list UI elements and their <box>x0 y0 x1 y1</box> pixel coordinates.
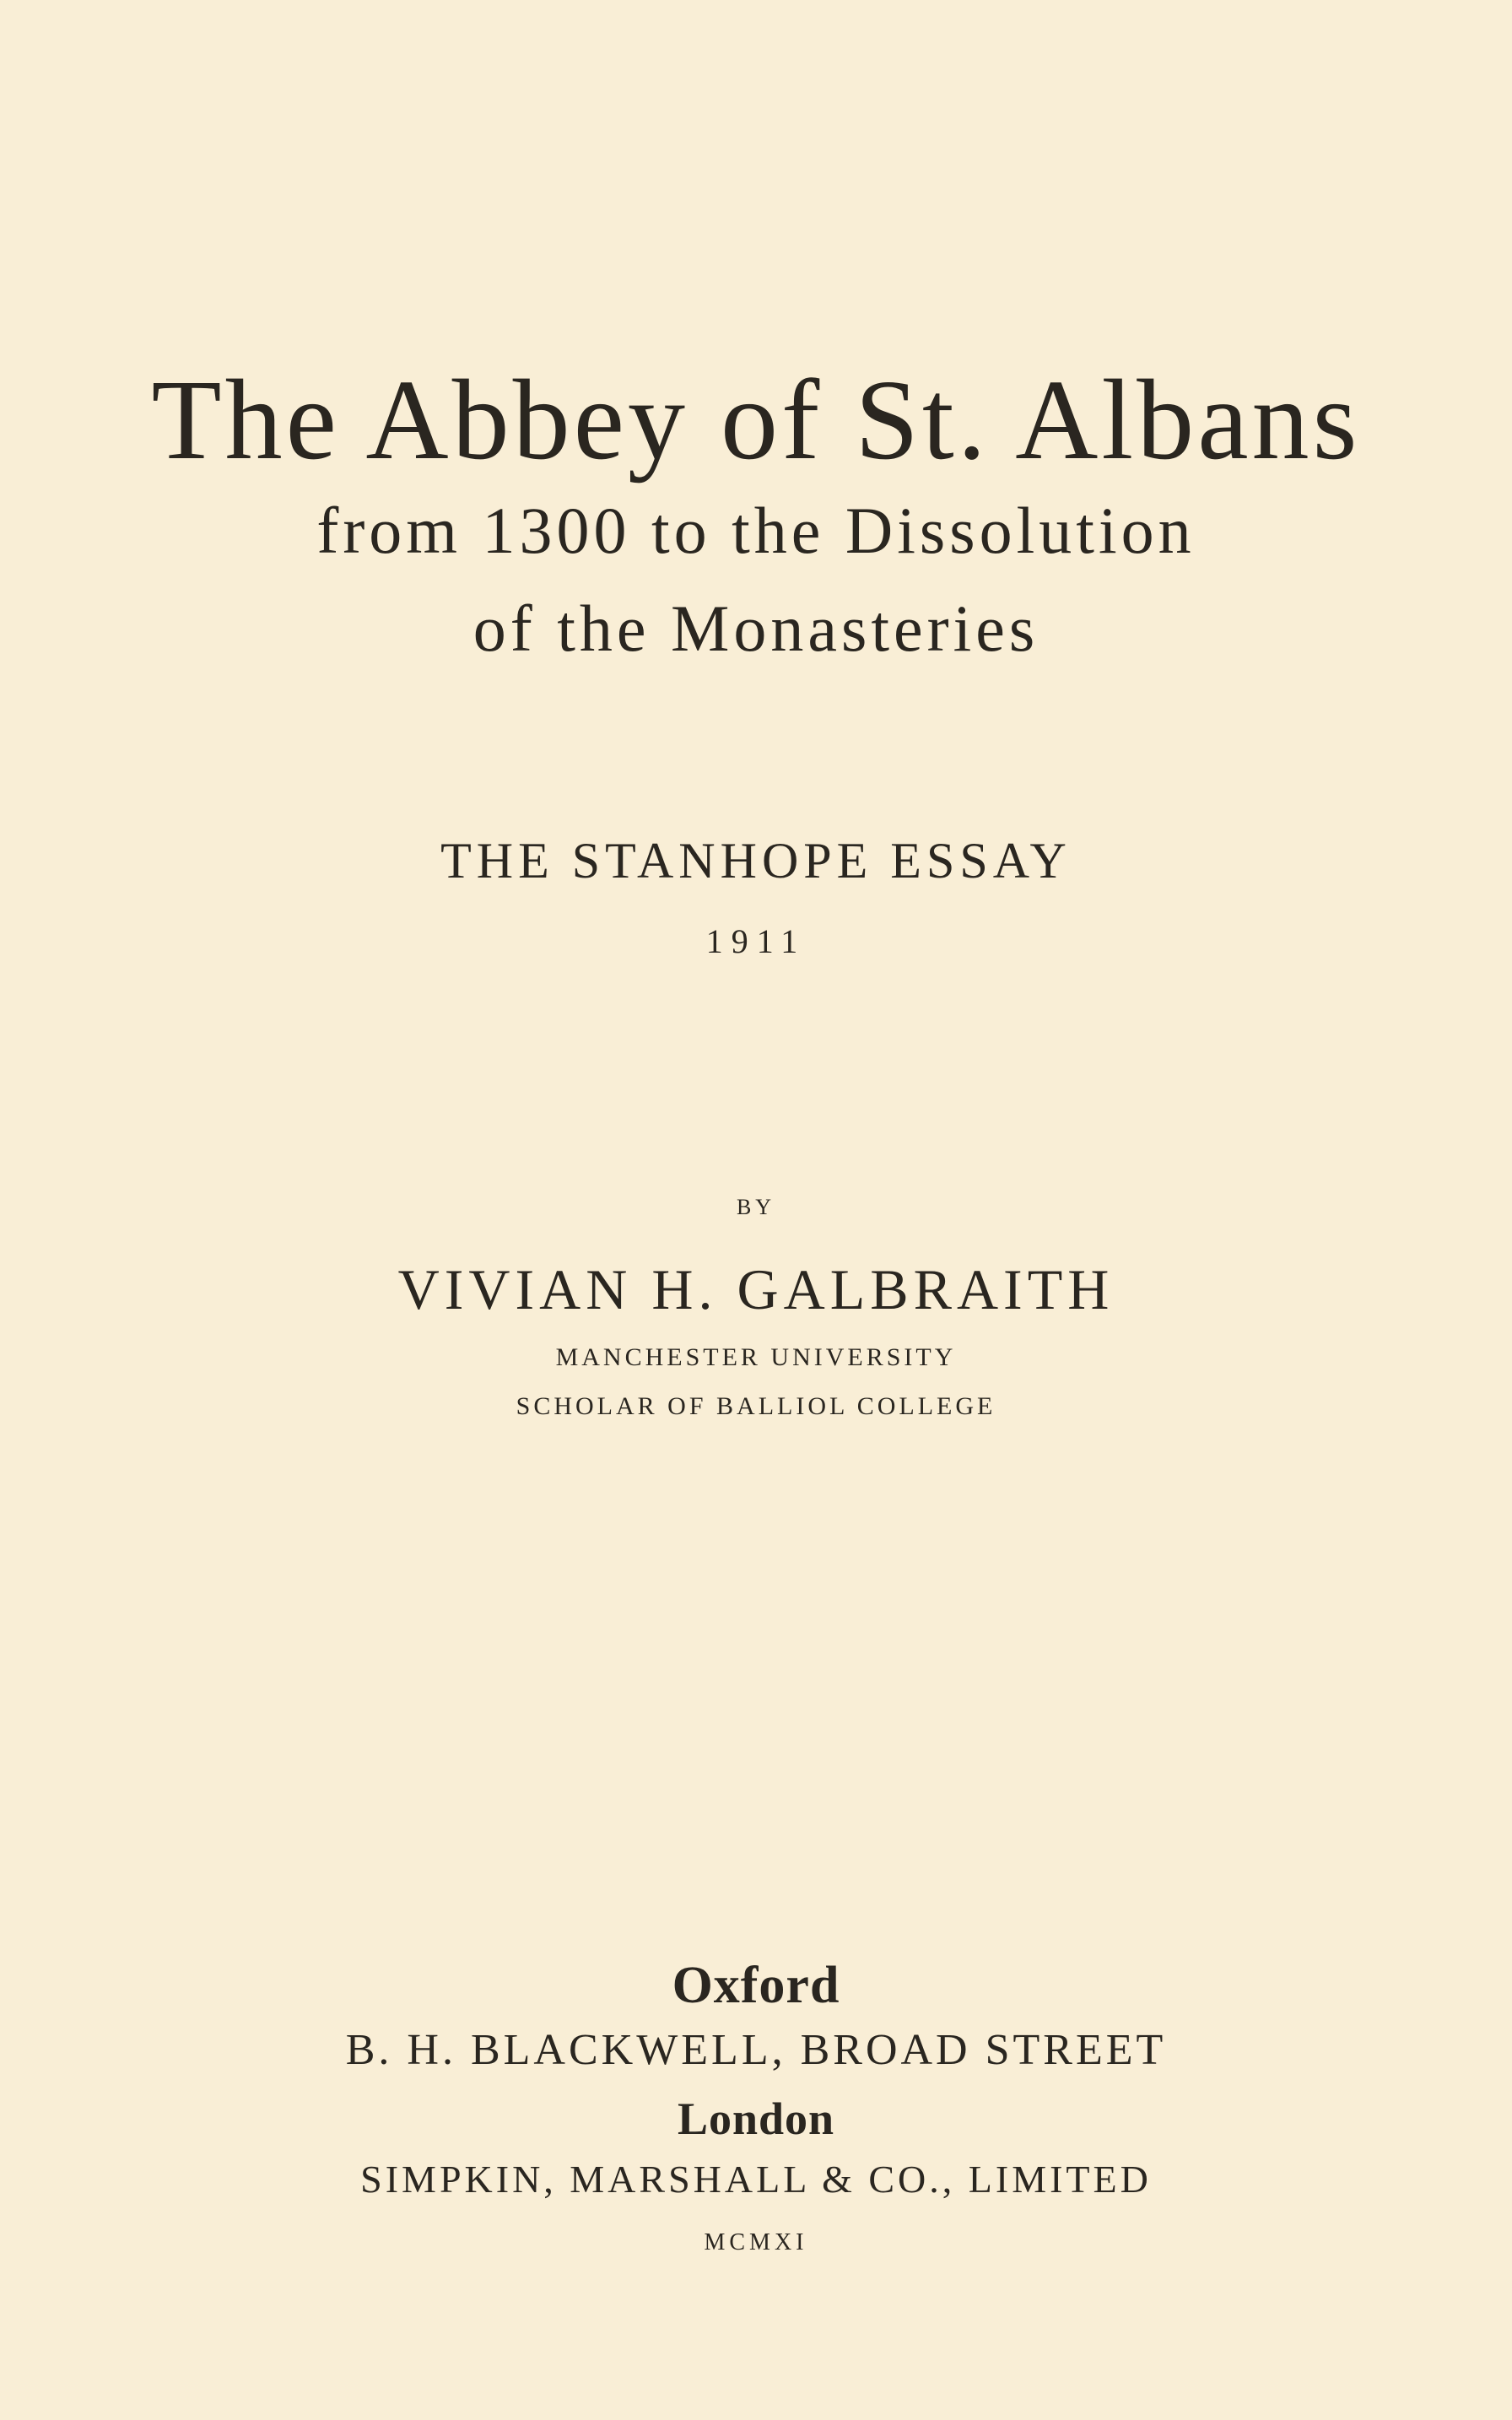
book-title: The Abbey of St. Albans <box>151 357 1361 483</box>
subtitle-line-2: of the Monasteries <box>472 591 1040 665</box>
author-affiliation-2: SCHOLAR OF BALLIOL COLLEGE <box>516 1392 996 1420</box>
author-affiliation-1: MANCHESTER UNIVERSITY <box>555 1343 957 1371</box>
essay-name: THE STANHOPE ESSAY <box>440 833 1072 889</box>
publication-year: MCMXI <box>704 2229 808 2255</box>
by-label: BY <box>736 1195 776 1219</box>
imprint-publisher-1: B. H. BLACKWELL, BROAD STREET <box>345 2026 1167 2074</box>
imprint-place-oxford: Oxford <box>672 1957 840 2014</box>
essay-year: 1911 <box>705 922 807 960</box>
imprint-publisher-2: SIMPKIN, MARSHALL & CO., LIMITED <box>360 2158 1152 2201</box>
imprint-place-london: London <box>677 2093 835 2144</box>
author-name: VIVIAN H. GALBRAITH <box>397 1257 1115 1321</box>
subtitle-line-1: from 1300 to the Dissolution <box>316 494 1196 567</box>
